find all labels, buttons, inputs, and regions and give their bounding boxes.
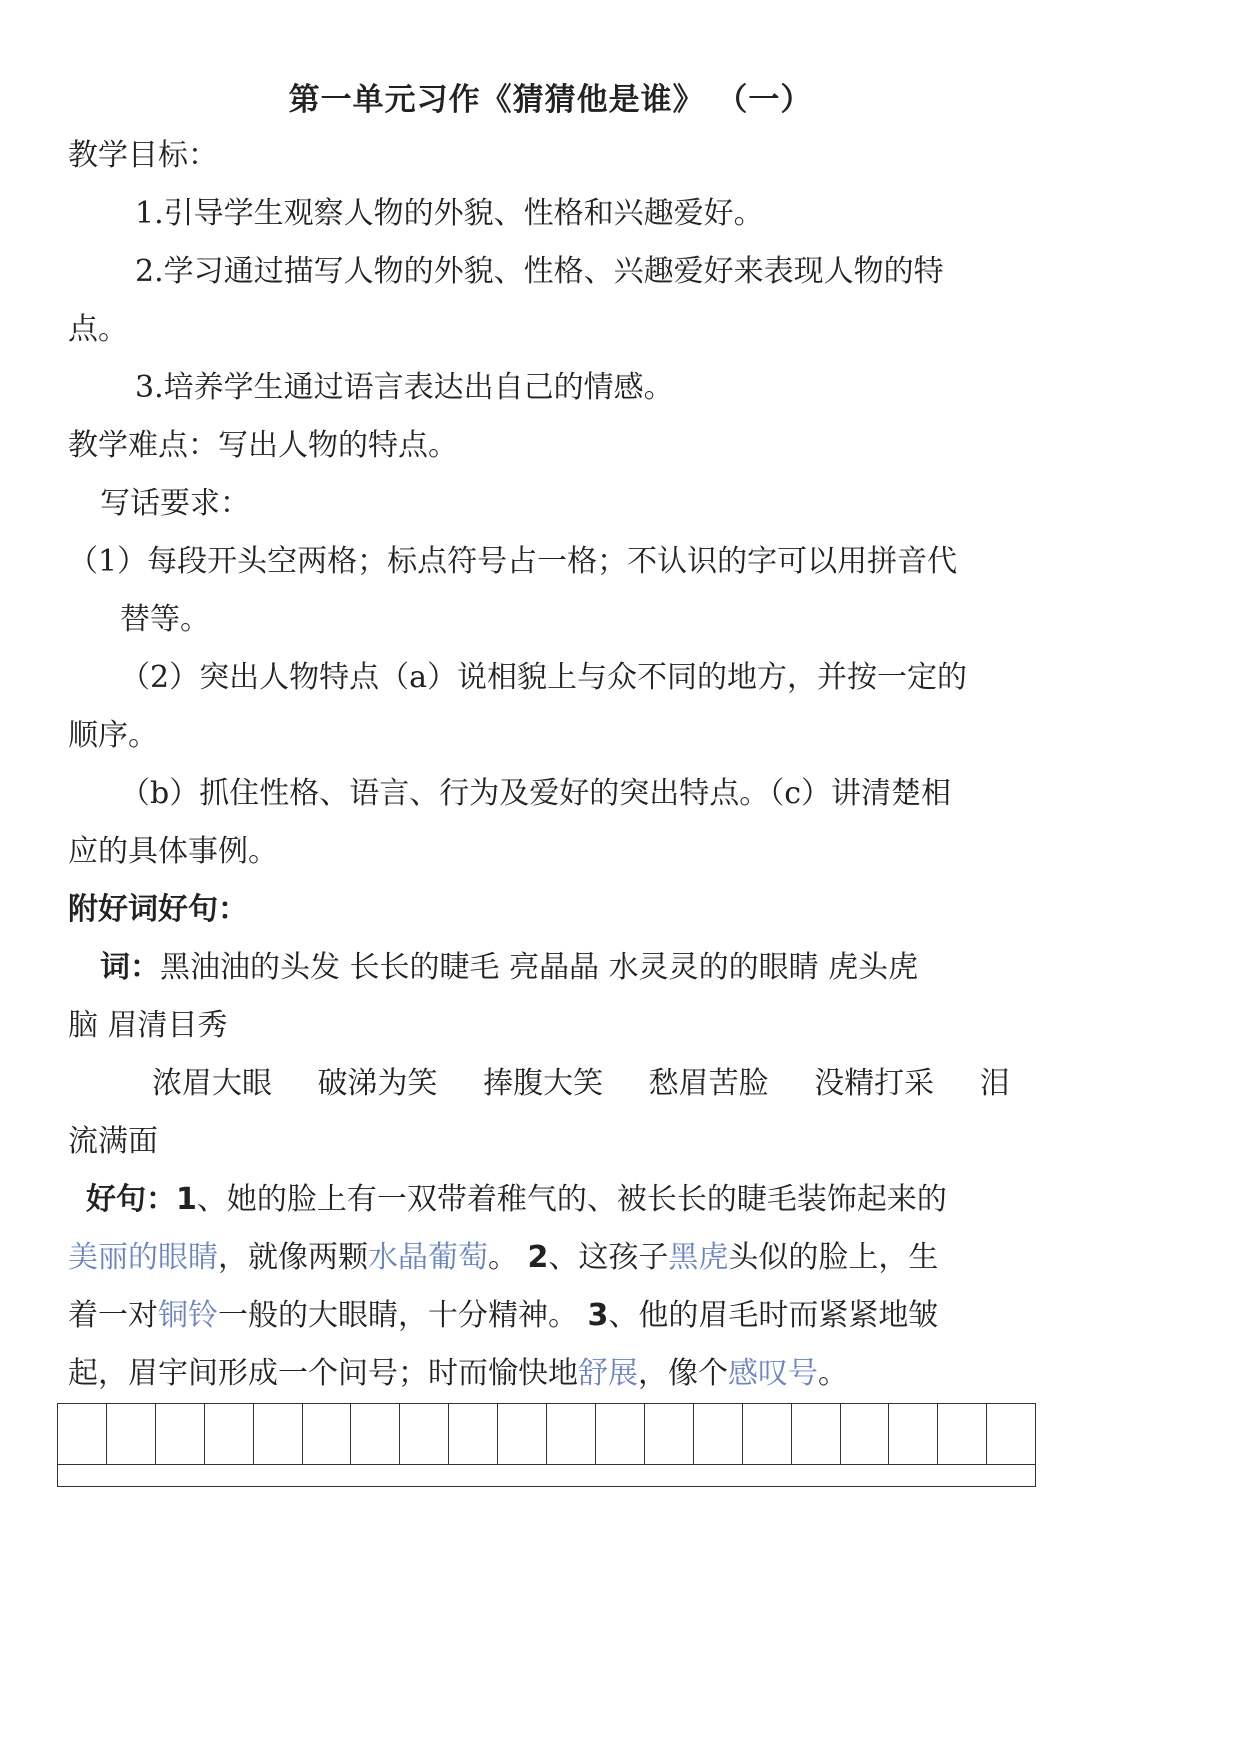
objectives-label: 教学目标： <box>68 138 218 173</box>
grid-cell[interactable] <box>938 1404 987 1464</box>
sentence-2-number: 2 <box>527 1240 549 1275</box>
objective-2-line-2: 点。 <box>68 312 128 347</box>
requirement-1-line-2: 替等。 <box>120 602 210 637</box>
words-text-1: 黑油油的头发 长长的睫毛 亮晶晶 水灵灵的的眼睛 虎头虎 <box>160 950 919 985</box>
words-label: 词： <box>100 950 160 985</box>
grid-cell[interactable] <box>694 1404 743 1464</box>
sentence-2-part-b: 头似的脸上，生 <box>728 1240 939 1275</box>
grid-cell[interactable] <box>254 1404 303 1464</box>
grid-cell[interactable] <box>303 1404 352 1464</box>
sentences-label: 好句：1 <box>86 1182 197 1217</box>
good-words-sentences-label: 附好词好句： <box>68 892 248 927</box>
grid-cell[interactable] <box>205 1404 254 1464</box>
word-item: 没精打采 <box>814 1066 935 1101</box>
grid-cell[interactable] <box>498 1404 547 1464</box>
sentence-1-part-a: 、她的脸上有一双带着稚气的、被长长的睫毛装饰起来的 <box>196 1182 947 1217</box>
word-item: 浓眉大眼 <box>152 1066 272 1101</box>
requirement-2-line-2: 顺序。 <box>68 718 158 753</box>
grid-cell[interactable] <box>156 1404 205 1464</box>
grid-cell[interactable] <box>889 1404 938 1464</box>
highlight-phrase: 水晶葡萄 <box>368 1240 488 1275</box>
word-item: 破涕为笑 <box>317 1066 438 1101</box>
word-item: 泪 <box>979 1066 1010 1101</box>
words-line-3 <box>152 1062 1010 1106</box>
words-line-1 <box>100 946 918 990</box>
grid-cell[interactable] <box>400 1404 449 1464</box>
grid-cell[interactable] <box>841 1404 890 1464</box>
sentences-line-1 <box>86 1178 947 1222</box>
sentence-3-part-c: ，像个 <box>638 1356 728 1391</box>
sentence-2-part-c: 着一对 <box>68 1298 158 1333</box>
sentence-3-part-b: 起，眉宇间形成一个问号；时而愉快地 <box>68 1356 578 1391</box>
sentence-1-part-b: ，就像两颗 <box>218 1240 368 1275</box>
grid-cell[interactable] <box>645 1404 694 1464</box>
grid-cell[interactable] <box>58 1404 107 1464</box>
teaching-difficulty: 教学难点：写出人物的特点。 <box>68 428 458 463</box>
word-item: 愁眉苦脸 <box>648 1066 769 1101</box>
sentence-3-part-a: 、他的眉毛时而紧紧地皱 <box>608 1298 939 1333</box>
sentences-line-3 <box>68 1294 938 1338</box>
word-item: 捧腹大笑 <box>483 1066 604 1101</box>
writing-grid-row <box>58 1404 1035 1465</box>
requirement-1-line-1: （1）每段开头空两格；标点符号占一格；不认识的字可以用拼音代 <box>68 544 958 579</box>
words-line-2: 脑 眉清目秀 <box>68 1008 228 1043</box>
grid-cell[interactable] <box>107 1404 156 1464</box>
grid-cell[interactable] <box>596 1404 645 1464</box>
requirement-3-line-1: （b）抓住性格、语言、行为及爱好的突出特点。（c）讲清楚相 <box>120 776 952 811</box>
grid-cell[interactable] <box>792 1404 841 1464</box>
grid-cell[interactable] <box>547 1404 596 1464</box>
highlight-phrase: 美丽的眼睛 <box>68 1240 218 1275</box>
words-line-4: 流满面 <box>68 1124 158 1159</box>
objective-2-line-1: 2.学习通过描写人物的外貌、性格、兴趣爱好来表现人物的特 <box>135 254 944 289</box>
grid-cell[interactable] <box>743 1404 792 1464</box>
sentence-2-part-a: 、这孩子 <box>548 1240 669 1275</box>
sentence-2-part-d: 一般的大眼睛，十分精神。 <box>218 1298 588 1333</box>
highlight-phrase: 铜铃 <box>158 1298 218 1333</box>
sentence-1-end: 。 <box>488 1240 528 1275</box>
sentences-line-2 <box>68 1236 938 1280</box>
highlight-phrase: 感叹号 <box>728 1356 818 1391</box>
writing-requirements-label: 写话要求： <box>100 486 250 521</box>
sentence-3-number: 3 <box>587 1298 609 1333</box>
grid-cell[interactable] <box>449 1404 498 1464</box>
page-title: 第一单元习作《猜猜他是谁》 （一） <box>288 82 813 118</box>
grid-cell[interactable] <box>987 1404 1035 1464</box>
objective-3: 3.培养学生通过语言表达出自己的情感。 <box>135 370 674 405</box>
requirement-3-line-2: 应的具体事例。 <box>68 834 278 869</box>
grid-cell[interactable] <box>351 1404 400 1464</box>
writing-grid <box>57 1403 1036 1487</box>
highlight-phrase: 黑虎 <box>668 1240 729 1275</box>
objective-1: 1.引导学生观察人物的外貌、性格和兴趣爱好。 <box>135 196 764 231</box>
sentence-3-end: 。 <box>818 1356 848 1391</box>
requirement-2-line-1: （2）突出人物特点（a）说相貌上与众不同的地方，并按一定的 <box>120 660 967 695</box>
highlight-phrase: 舒展 <box>578 1356 638 1391</box>
sentences-line-4 <box>68 1352 848 1396</box>
